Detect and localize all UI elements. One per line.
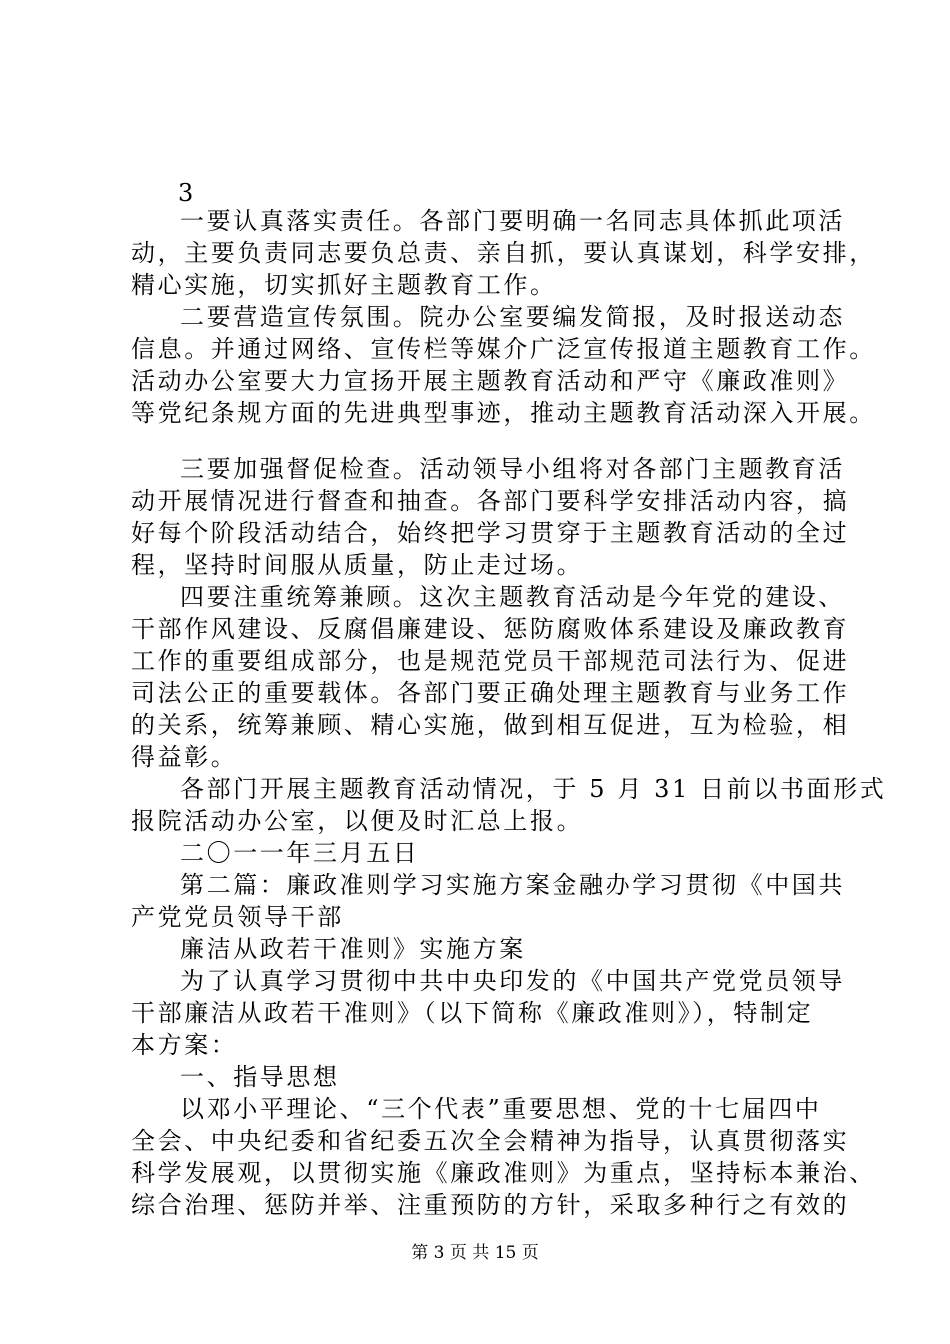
section-title: 第二篇：廉政准则学习实施方案金融办学习贯彻《中国共 [180, 871, 845, 899]
text-line: 一要认真落实责任。各部门要明确一名同志具体抓此项活 [180, 207, 845, 235]
text-line: 信息。并通过网络、宣传栏等媒介广泛宣传报道主题教育工作。 [131, 335, 876, 363]
text-line: 报院活动办公室，以便及时汇总上报。 [131, 807, 584, 835]
text-line: 的关系，统筹兼顾、精心实施，做到相互促进，互为检验，相 [131, 711, 850, 739]
text-line: 本方案： [131, 1031, 238, 1059]
text-line: 司法公正的重要载体。各部门要正确处理主题教育与业务工作 [131, 679, 850, 707]
page-footer: 第 3 页 共 15 页 [411, 1243, 539, 1263]
text-line: 动，主要负责同志要负总责、亲自抓，要认真谋划，科学安排， [131, 239, 876, 267]
text-line: 科学发展观，以贯彻实施《廉政准则》为重点，坚持标本兼治、 [131, 1159, 876, 1187]
text-line: 为了认真学习贯彻中共中央印发的《中国共产党党员领导 [180, 967, 845, 995]
text-line: 二要营造宣传氛围。院办公室要编发简报，及时报送动态 [180, 303, 845, 331]
heading-guiding-ideology: 一、指导思想 [180, 1063, 340, 1091]
text-line: 精心实施，切实抓好主题教育工作。 [131, 271, 557, 299]
text-line: 程，坚持时间服从质量，防止走过场。 [131, 551, 584, 579]
text-line: 动开展情况进行督查和抽查。各部门要科学安排活动内容，搞 [131, 487, 850, 515]
text-line: 得益彰。 [131, 743, 238, 771]
text-line: 干部廉洁从政若干准则》（以下简称《廉政准则》），特制定 [131, 999, 814, 1027]
date-line: 二〇一一年三月五日 [180, 839, 420, 867]
text-line: 等党纪条规方面的先进典型事迹，推动主题教育活动深入开展。 [131, 399, 876, 427]
text-line: 好每个阶段活动结合，始终把学习贯穿于主题教育活动的全过 [131, 519, 850, 547]
section-title: 廉洁从政若干准则》实施方案 [180, 935, 526, 963]
text-line: 工作的重要组成部分，也是规范党员干部规范司法行为、促进 [131, 647, 850, 675]
text-line: 活动办公室要大力宣扬开展主题教育活动和严守《廉政准则》 [131, 367, 850, 395]
page-marker: 3 [178, 179, 194, 207]
text-line: 全会、中央纪委和省纪委五次全会精神为指导，认真贯彻落实 [131, 1127, 850, 1155]
text-line: 三要加强督促检查。活动领导小组将对各部门主题教育活 [180, 455, 845, 483]
section-title: 产党党员领导干部 [131, 903, 344, 931]
text-line: 各部门开展主题教育活动情况，于 5 月 31 日前以书面形式 [180, 775, 887, 803]
text-line: 干部作风建设、反腐倡廉建设、惩防腐败体系建设及廉政教育 [131, 615, 850, 643]
text-line: 四要注重统筹兼顾。这次主题教育活动是今年党的建设、 [180, 583, 845, 611]
text-line: 综合治理、惩防并举、注重预防的方针，采取多种行之有效的 [131, 1191, 850, 1219]
text-line: 以邓小平理论、“三个代表”重要思想、党的十七届四中 [180, 1095, 822, 1123]
